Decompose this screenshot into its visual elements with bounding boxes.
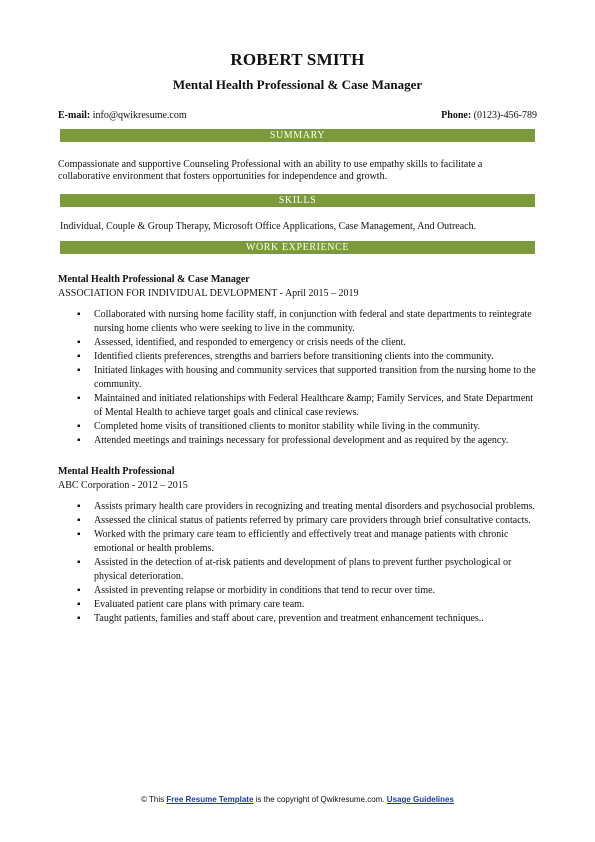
job-bullets (58, 308, 537, 448)
email-block (58, 110, 187, 122)
footer-prefix: © This (141, 795, 165, 804)
skills-heading: SKILLS (60, 194, 535, 207)
free-resume-template-link[interactable]: Free Resume Template (166, 795, 254, 804)
phone-block (441, 110, 537, 122)
phone-value: (0123)-456-789 (473, 110, 537, 121)
candidate-title: Mental Health Professional & Case Manager (172, 77, 423, 92)
job-bullet: ▪ Worked with the primary care team to efficiently and effectively treat and manage patients with chronic emotional or health problems. (94, 528, 537, 556)
job-bullet: ▪ Collaborated with nursing home facility staff, in conjunction with federal and state departments to reintegrate nursing home clients who were seeking to live in the community. (94, 308, 537, 336)
work-experience-heading: WORK EXPERIENCE (60, 241, 535, 254)
job-employer: ABC Corporation - 2012 – 2015 (58, 480, 188, 491)
skills-text: Individual, Couple & Group Therapy, Microsoft Office Applications, Case Management, And Outreach. (60, 221, 477, 232)
job-title: Mental Health Professional (58, 466, 175, 477)
footer-middle: is the copyright of Qwikresume.com. (255, 795, 385, 804)
job-bullet: ▪ Maintained and initiated relationships with Federal Healthcare &amp; Family Services, and State Department of Mental Health to achieve target goals and clinical case reviews. (94, 392, 537, 420)
contact-row (58, 110, 537, 122)
job-title: Mental Health Professional & Case Manager (58, 274, 250, 285)
summary-heading: SUMMARY (60, 129, 535, 142)
usage-guidelines-link[interactable]: Usage Guidelines (386, 795, 454, 804)
copyright-footer (0, 795, 595, 805)
job-bullet: ▪ Assessed, identified, and responded to emergency or crisis needs of the client. (94, 336, 537, 350)
job-bullet: ▪ Assisted in preventing relapse or morbidity in conditions that tend to recur over time. (94, 584, 537, 598)
phone-label: Phone: (441, 110, 472, 121)
job-bullet: ▪ Assists primary health care providers in recognizing and treating mental disorders and psychosocial problems. (94, 500, 537, 514)
job-bullet: ▪ Evaluated patient care plans with primary care team. (94, 598, 537, 612)
job-bullet: ▪ Completed home visits of transitioned clients to monitor stability while living in the community. (94, 420, 537, 434)
job-entry (58, 466, 537, 626)
job-bullets (58, 500, 537, 626)
job-bullet: ▪ Attended meetings and trainings necessary for professional development and as required by the agency. (94, 434, 537, 448)
job-employer: ASSOCIATION FOR INDIVIDUAL DEVLOPMENT - April 2015 – 2019 (58, 288, 359, 299)
job-bullet: ▪ Assisted in the detection of at-risk patients and development of plans to prevent further psychological or physical deterioration. (94, 556, 537, 584)
job-entry (58, 274, 537, 448)
job-bullet: ▪ Taught patients, families and staff about care, prevention and treatment enhancement techniques.. (94, 612, 537, 626)
candidate-name: ROBERT SMITH (230, 50, 365, 69)
email-label: E-mail: (58, 110, 91, 121)
email-value[interactable]: info@qwikresume.com (92, 110, 187, 121)
job-bullet: ▪ Identified clients preferences, strengths and barriers before transitioning clients into the community. (94, 350, 537, 364)
summary-text: Compassionate and supportive Counseling Professional with an ability to use empathy skills to facilitate a collaborative environment that fosters opportunities for independence and growth. (58, 159, 483, 182)
job-bullet: ▪ Initiated linkages with housing and community services that supported transition from the nursing home to the community. (94, 364, 537, 392)
job-bullet: ▪ Assessed the clinical status of patients referred by primary care providers through brief consultative contacts. (94, 514, 537, 528)
